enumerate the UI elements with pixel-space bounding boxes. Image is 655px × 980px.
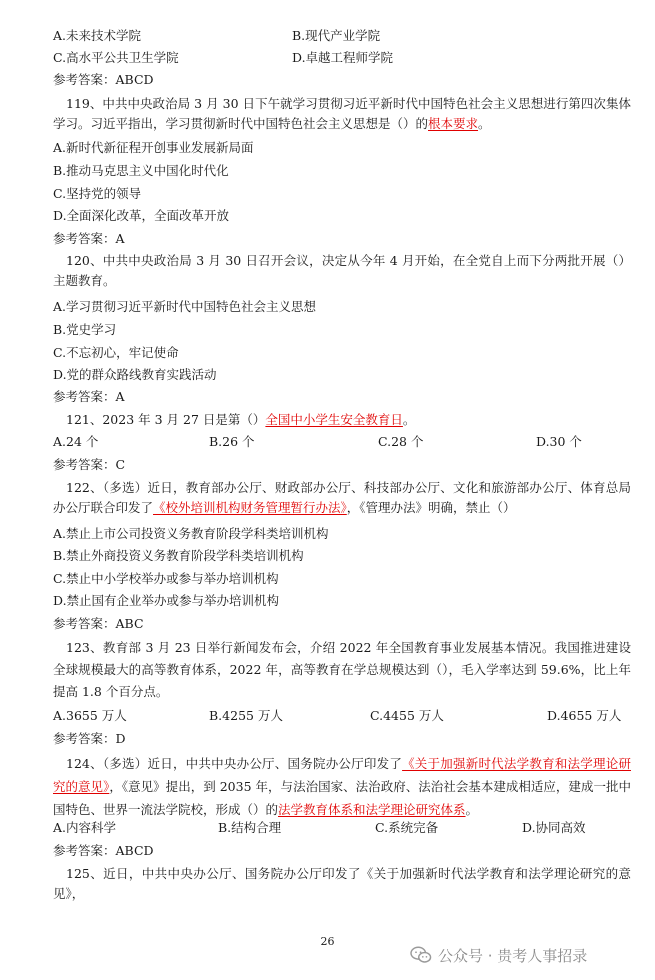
option-c: C.高水平公共卫生学院 <box>53 50 179 65</box>
question-text: ，《管理办法》明确，禁止（） <box>346 500 516 515</box>
wechat-icon <box>410 945 432 965</box>
option-c: C.坚持党的领导 <box>53 186 142 201</box>
watermark <box>410 944 587 966</box>
option-b: B.党史学习 <box>53 322 117 337</box>
option-a: A.学习贯彻习近平新时代中国特色社会主义思想 <box>53 299 317 314</box>
option-d: D.党的群众路线教育实践活动 <box>53 367 217 382</box>
option-b: B.4255 万人 <box>209 708 283 723</box>
highlight-link[interactable]: 《校外培训机构财务管理暂行办法》 <box>153 500 347 515</box>
answer-line: 参考答案：D <box>53 731 126 746</box>
option-d: D.协同高效 <box>522 820 586 835</box>
option-c: C.28 个 <box>378 434 424 449</box>
option-c: C.不忘初心，牢记使命 <box>53 345 179 360</box>
answer-line: 参考答案：A <box>53 231 125 246</box>
option-c: C.禁止中小学校举办或参与举办培训机构 <box>53 571 279 586</box>
option-d: D.禁止国有企业举办或参与举办培训机构 <box>53 593 280 608</box>
question-text: 124、（多选）近日，中共中央办公厅、国务院办公厅印发了 <box>66 756 403 771</box>
answer-line: 参考答案：A <box>53 389 125 404</box>
option-a: A.3655 万人 <box>53 708 127 723</box>
question-stem <box>53 410 631 430</box>
watermark-text: 公众号 · 贵考人事招录 <box>438 946 588 965</box>
option-a: A.内容科学 <box>53 820 117 835</box>
question-stem <box>53 94 631 134</box>
question-text: 121、2023 年 3 月 27 日是第（） <box>66 412 266 427</box>
option-b: B.26 个 <box>209 434 255 449</box>
question-text: 。 <box>402 412 416 427</box>
question-stem <box>53 752 631 821</box>
highlight-link[interactable]: 全国中小学生安全教育日 <box>265 412 403 427</box>
option-b: B.推动马克思主义中国化时代化 <box>53 163 229 178</box>
question-text: 。 <box>465 802 479 817</box>
option-b: B.现代产业学院 <box>292 28 381 43</box>
question-stem <box>53 478 631 518</box>
option-d: D.4655 万人 <box>547 708 622 723</box>
option-a: A.新时代新征程开创事业发展新局面 <box>53 140 254 155</box>
question-stem: 120、中共中央政治局 3 月 30 日召开会议，决定从今年 4 月开始，在全党自上而下分两批开展（）主题教育。 <box>53 253 631 288</box>
option-d: D.卓越工程师学院 <box>292 50 394 65</box>
option-d: D.全面深化改革，全面改革开放 <box>53 208 230 223</box>
question-text: 。 <box>478 116 491 131</box>
option-a: A.24 个 <box>53 434 99 449</box>
highlight-link[interactable]: 根本要求 <box>428 116 479 131</box>
option-b: B.禁止外商投资义务教育阶段学科类培训机构 <box>53 548 304 563</box>
question-text: ，《意见》提出，到 2035 年，与法治国家、法治政府、法治社会基本建成相适应，建成一批中国特色、世界一流法学院校，形成（）的 <box>53 779 631 817</box>
highlight-link[interactable]: 《关于加强新时代法学教育和法学理论研究的意见》 <box>53 756 631 794</box>
question-stem: 125、近日，中共中央办公厅、国务院办公厅印发了《关于加强新时代法学教育和法学理论研究的意见》， <box>53 866 631 901</box>
option-a: A.禁止上市公司投资义务教育阶段学科类培训机构 <box>53 526 329 541</box>
highlight-link[interactable]: 法学教育体系和法学理论研究体系 <box>278 802 466 817</box>
option-c: C.4455 万人 <box>370 708 444 723</box>
question-text: 119、中共中央政治局 3 月 30 日下午就学习贯彻习近平新时代中国特色社会主义思想进行第四次集体学习。习近平指出，学习贯彻新时代中国特色社会主义思想是（）的 <box>53 96 631 131</box>
answer-line: 参考答案：ABCD <box>53 843 154 858</box>
answer-line: 参考答案：C <box>53 457 126 472</box>
answer-line: 参考答案：ABC <box>53 616 144 631</box>
page-number: 26 <box>320 935 335 948</box>
question-text: 122、（多选）近日，教育部办公厅、财政部办公厅、科技部办公厅、文化和旅游部办公厅、体育总局办公厅联合印发了 <box>53 480 631 515</box>
option-c: C.系统完备 <box>375 820 439 835</box>
option-a: A.未来技术学院 <box>53 28 142 43</box>
answer-line: 参考答案：ABCD <box>53 72 154 87</box>
question-stem: 123、教育部 3 月 23 日举行新闻发布会，介绍 2022 年全国教育事业发展基本情况。我国推进建设全球规模最大的高等教育体系，2022 年，高等教育在学总规模达到（），毛入学率达到 59.6%，比上年提高 1.8 个百分点。 <box>53 640 631 699</box>
option-b: B.结构合理 <box>218 820 282 835</box>
option-d: D.30 个 <box>536 434 582 449</box>
